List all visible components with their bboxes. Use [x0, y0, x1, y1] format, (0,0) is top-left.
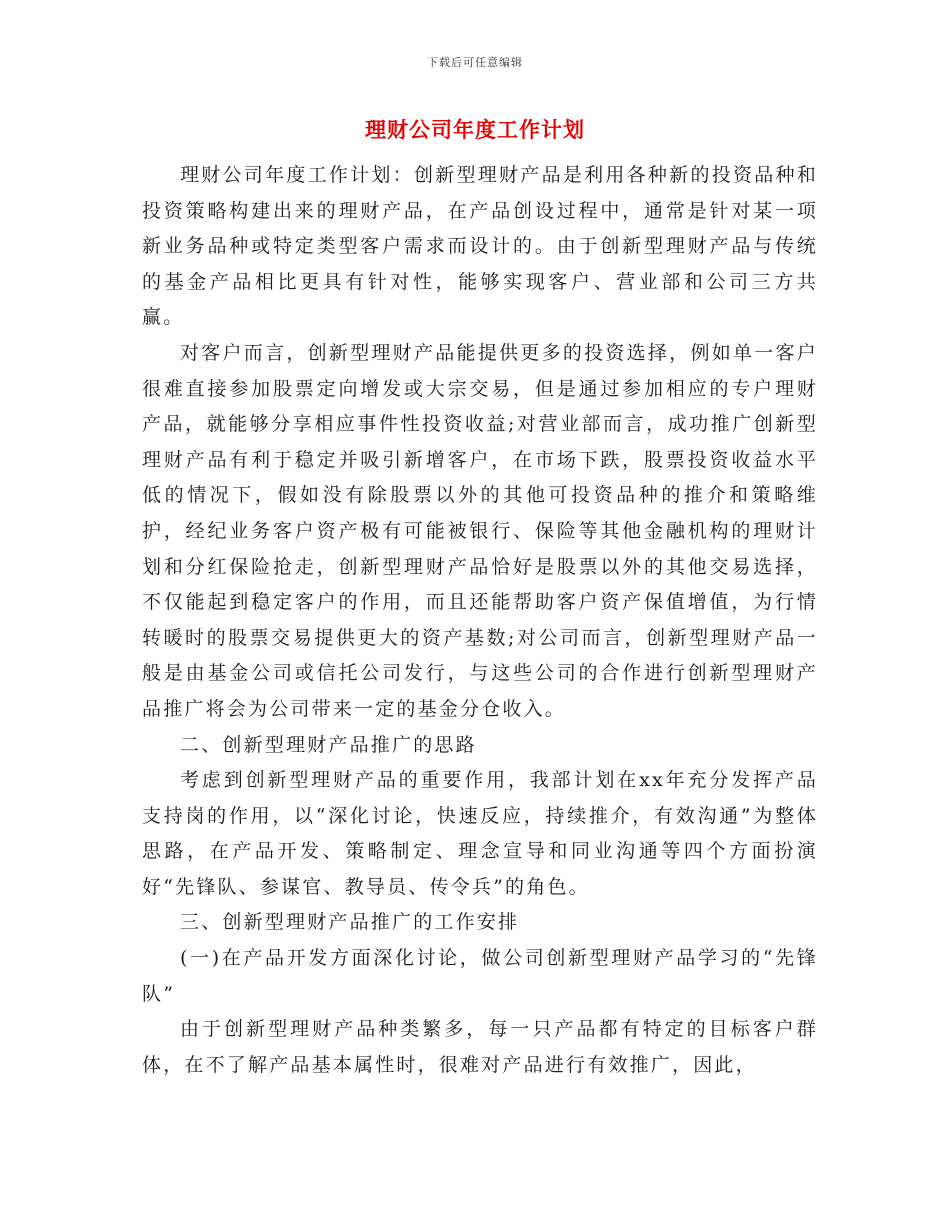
section-heading-3: 三、创新型理财产品推广的工作安排 — [180, 911, 520, 934]
subsection-heading-1: (一)在产品开发方面深化讨论，做公司创新型理财产品学习的“先锋队” — [142, 947, 818, 1005]
header-note: 下载后可任意编辑 — [427, 56, 523, 69]
paragraph-benefits: 对客户而言，创新型理财产品能提供更多的投资选择，例如单一客户很难直接参加股票定向增发或大宗交易，但是通过参加相应的专户理财产品，就能够分享相应事件性投资收益;对营业部而言，成功推广创新型理财产品有利于稳定并吸引新增客户，在市场下跌，股票投资收益水平低的情况下，假如没有除股票以外的其他可投资品种的推介和策略维护，经纪业务客户资产极有可能被银行、保险等其他金融机构的理财计划和分红保险抢走，创新型理财产品恰好是股票以外的其他交易选择，不仅能起到稳定客户的作用，而且还能帮助客户资产保值增值，为行情转暖时的股票交易提供更大的资产基数;对公司而言，创新型理财产品一般是由基金公司或信托公司发行，与这些公司的合作进行创新型理财产品推广将会为公司带来一定的基金分仓收入。 — [142, 341, 818, 720]
paragraph-intro: 理财公司年度工作计划：创新型理财产品是利用各种新的投资品种和投资策略构建出来的理财产品，在产品创设过程中，通常是针对某一项新业务品种或特定类型客户需求而设计的。由于创新型理财产品与传统的基金产品相比更具有针对性，能够实现客户、营业部和公司三方共赢。 — [142, 164, 818, 329]
document-body — [142, 158, 818, 1083]
document-title: 理财公司年度工作计划 — [365, 117, 585, 142]
paragraph-approach: 考虑到创新型理财产品的重要作用，我部计划在xx年充分发挥产品支持岗的作用，以“深化讨论，快速反应，持续推介，有效沟通”为整体思路，在产品开发、策略制定、理念宣导和同业沟通等四个方面扮演好“先锋队、参谋官、教导员、传令兵”的角色。 — [142, 769, 818, 898]
section-heading-2: 二、创新型理财产品推广的思路 — [180, 733, 477, 756]
paragraph-product-dev: 由于创新型理财产品种类繁多，每一只产品都有特定的目标客户群体，在不了解产品基本属性时，很难对产品进行有效推广，因此， — [142, 1018, 818, 1076]
